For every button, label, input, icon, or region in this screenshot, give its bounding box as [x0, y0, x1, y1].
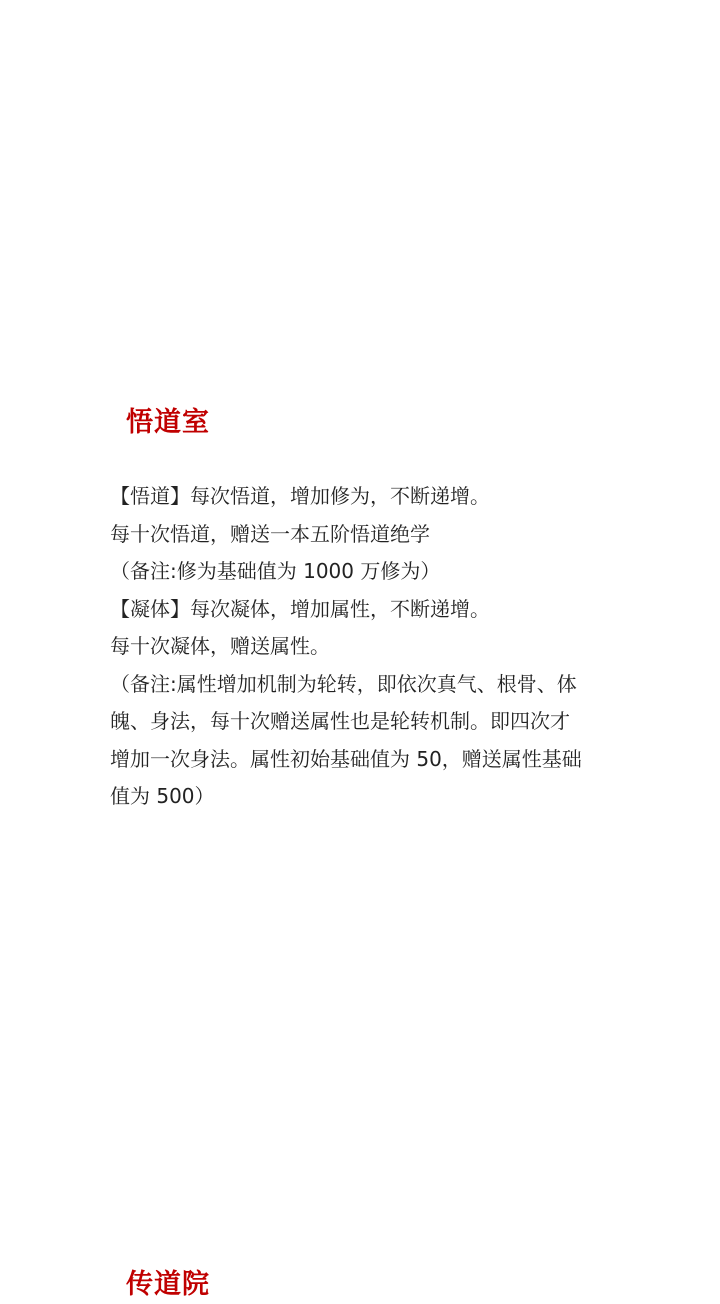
paragraph-wudao-note: （备注:修为基础值为 1000 万修为）: [110, 559, 441, 583]
paragraph-ningti-note-line-3: 增加一次身法。属性初始基础值为 50，赠送属性基础: [110, 746, 582, 771]
section-title: 悟道室: [126, 407, 210, 438]
paragraph-ningti-note-line-2: 魄、身法，每十次赠送属性也是轮转机制。即四次才: [110, 709, 570, 733]
section-body: [110, 478, 620, 816]
paragraph-ningti: 【凝体】每次凝体，增加属性，不断递增。: [110, 596, 490, 621]
paragraph-wudao: 【悟道】每次悟道，增加修为，不断递增。: [110, 484, 490, 508]
paragraph-ningti-note-line-4: 值为 500）: [110, 784, 215, 808]
paragraph-ningti-note-line-1: （备注:属性增加机制为轮转，即依次真气、根骨、体: [110, 671, 577, 696]
next-section-title: 传道院: [126, 1269, 210, 1300]
paragraph-wudao-bonus: 每十次悟道，赠送一本五阶悟道绝学: [110, 521, 430, 546]
paragraph-ningti-bonus: 每十次凝体，赠送属性。: [110, 634, 330, 658]
